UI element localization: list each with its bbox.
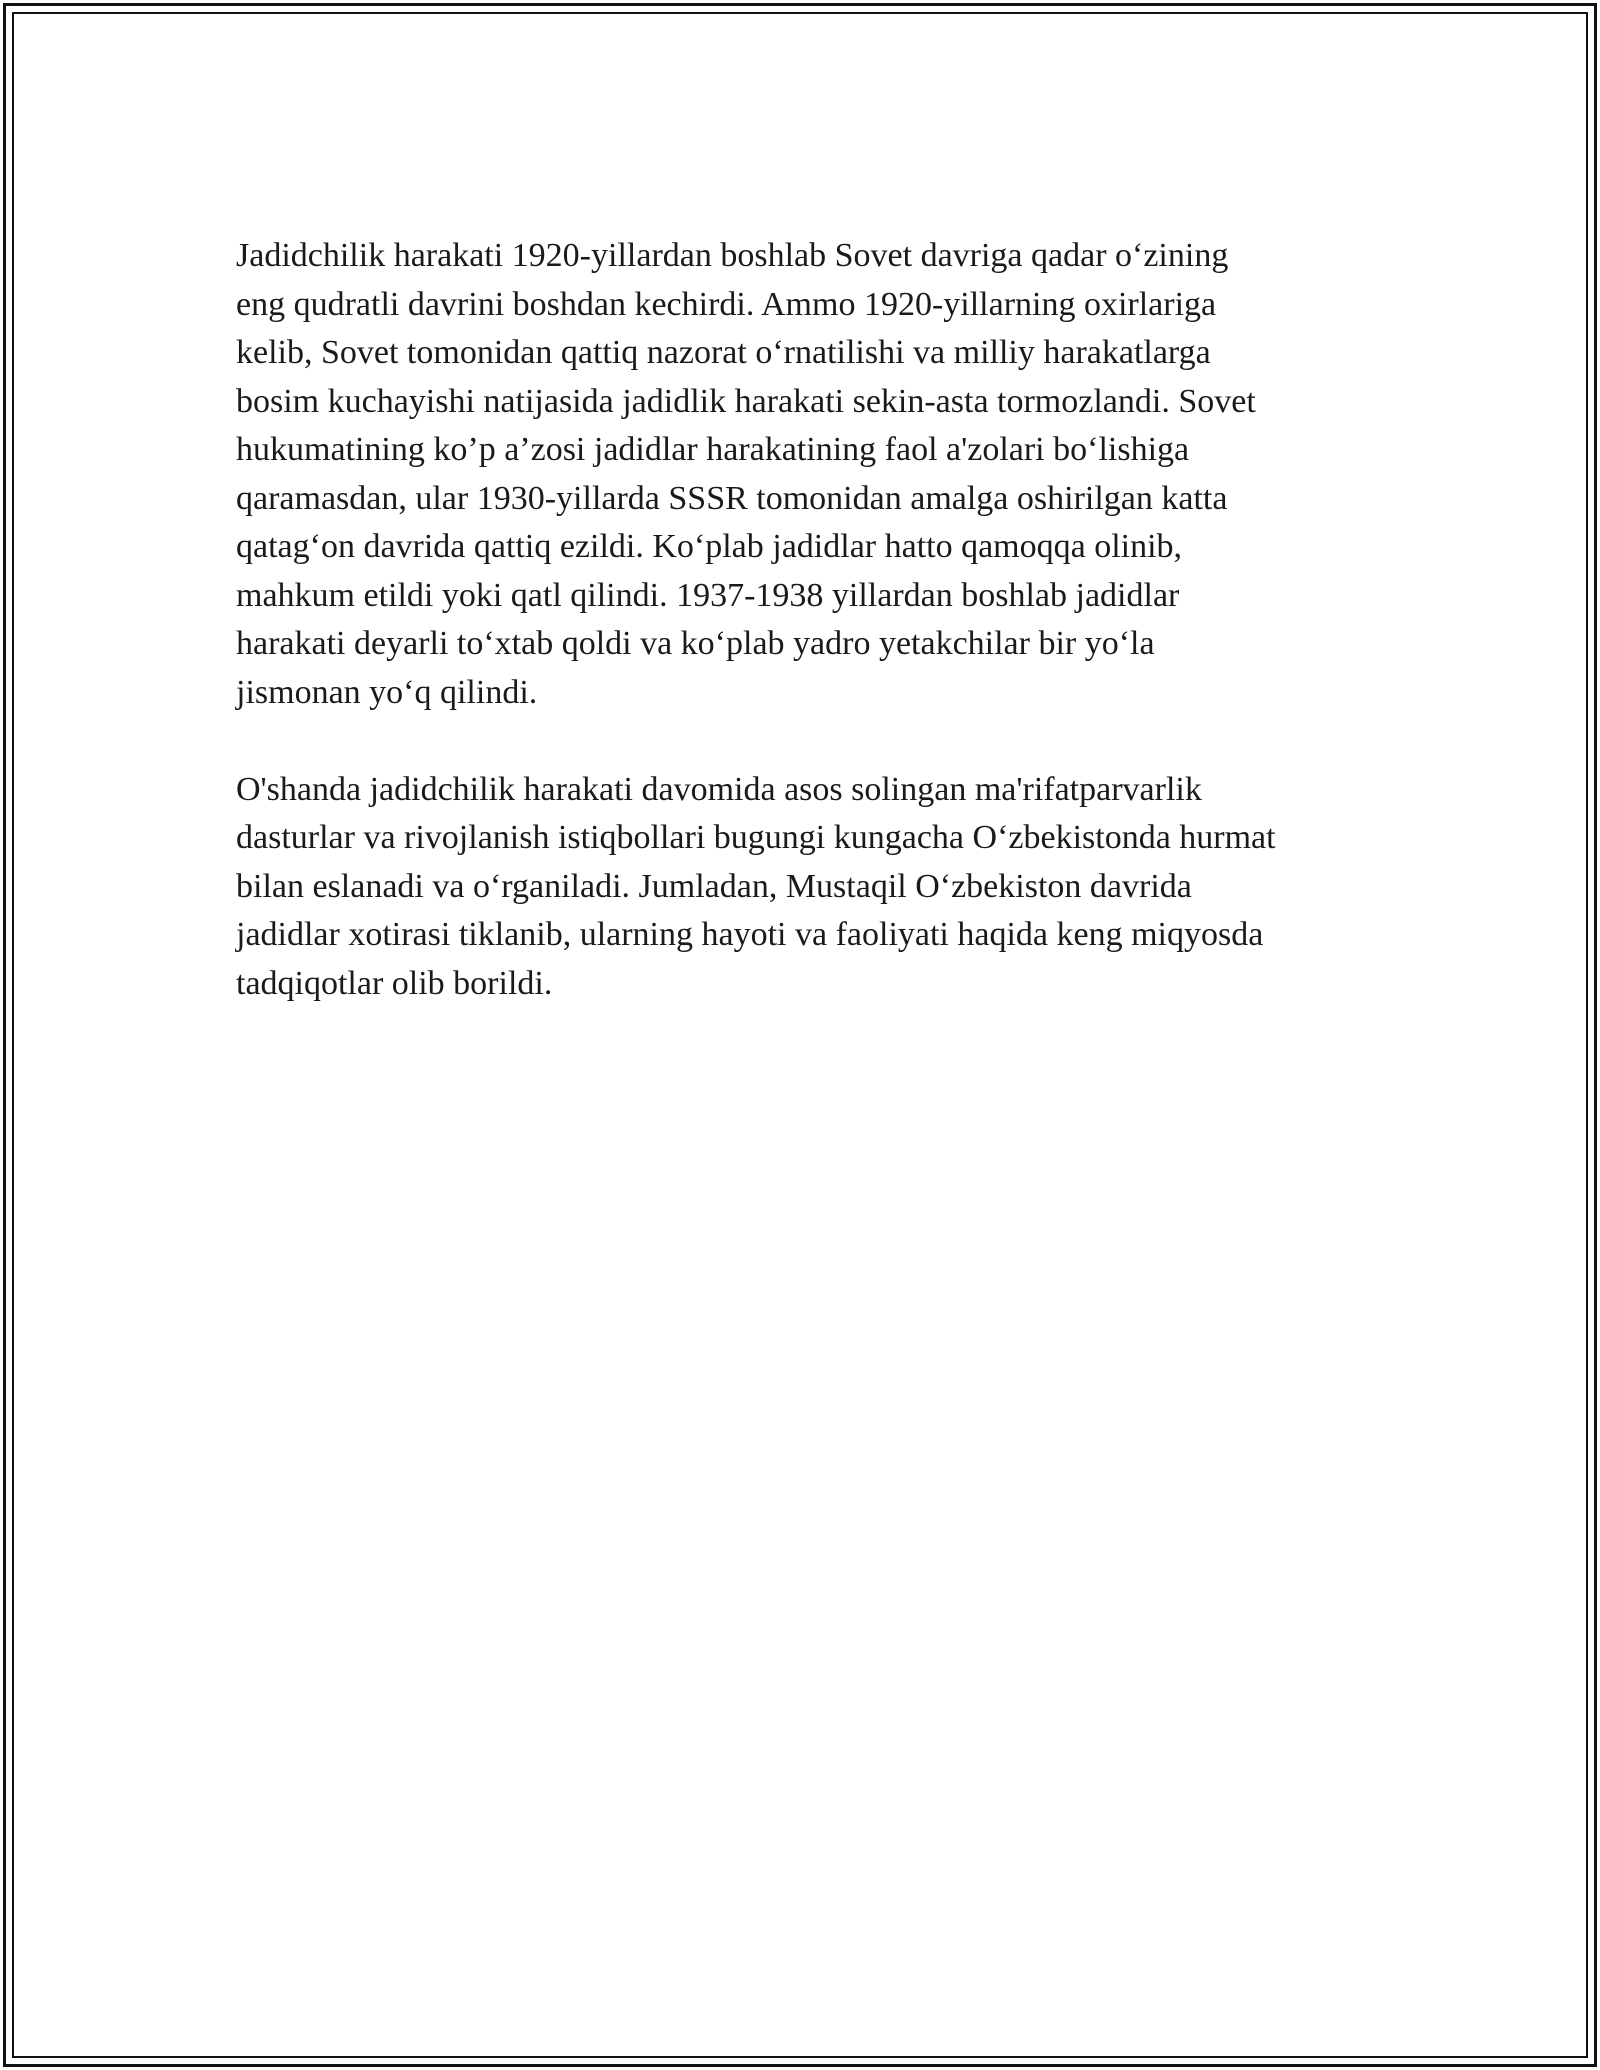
paragraph-line: Jadidchilik harakati 1920-yillardan boshlab Sovet davriga qadar o‘zining xyxy=(236,237,1229,274)
paragraph-line: eng qudratli davrini boshdan kechirdi. Ammo 1920-yillarning oxirlariga xyxy=(236,285,1217,323)
paragraph-2 xyxy=(236,766,1376,1009)
paragraph-line: bosim kuchayishi natijasida jadidlik harakati sekin-asta tormozlandi. Sovet xyxy=(236,382,1256,420)
paragraph-line: jismonan yo‘q qilindi. xyxy=(236,673,538,711)
paragraph-line: bilan eslanadi va o‘rganiladi. Jumladan, Mustaqil O‘zbekiston davrida xyxy=(236,867,1192,905)
paragraph-line: tadqiqotlar olib borildi. xyxy=(236,964,553,1002)
paragraph-line: qaramasdan, ular 1930-yillarda SSSR tomonidan amalga oshirilgan katta xyxy=(236,479,1228,517)
paragraph-line: O'shanda jadidchilik harakati davomida asos solingan ma'rifatparvarlik xyxy=(236,770,1202,808)
paragraph-line: harakati deyarli to‘xtab qoldi va ko‘plab yadro yetakchilar bir yo‘la xyxy=(236,625,1155,662)
paragraph-line: jadidlar xotirasi tiklanib, ularning hayoti va faoliyati haqida keng miqyosda xyxy=(236,916,1264,953)
paragraph-line: hukumatining ko’p a’zosi jadidlar harakatining faol a'zolari bo‘lishiga xyxy=(236,431,1190,468)
document-body xyxy=(236,232,1376,1008)
paragraph-line: mahkum etildi yoki qatl qilindi. 1937-1938 yillardan boshlab jadidlar xyxy=(236,576,1180,614)
paragraph-line: qatag‘on davrida qattiq ezildi. Ko‘plab jadidlar hatto qamoqqa olinib, xyxy=(236,528,1183,565)
paragraph-line: dasturlar va rivojlanish istiqbollari bugungi kungacha O‘zbekistonda hurmat xyxy=(236,819,1276,856)
paragraph-line: kelib, Sovet tomonidan qattiq nazorat o‘rnatilishi va milliy harakatlarga xyxy=(236,334,1211,371)
paragraph-1 xyxy=(236,232,1376,717)
